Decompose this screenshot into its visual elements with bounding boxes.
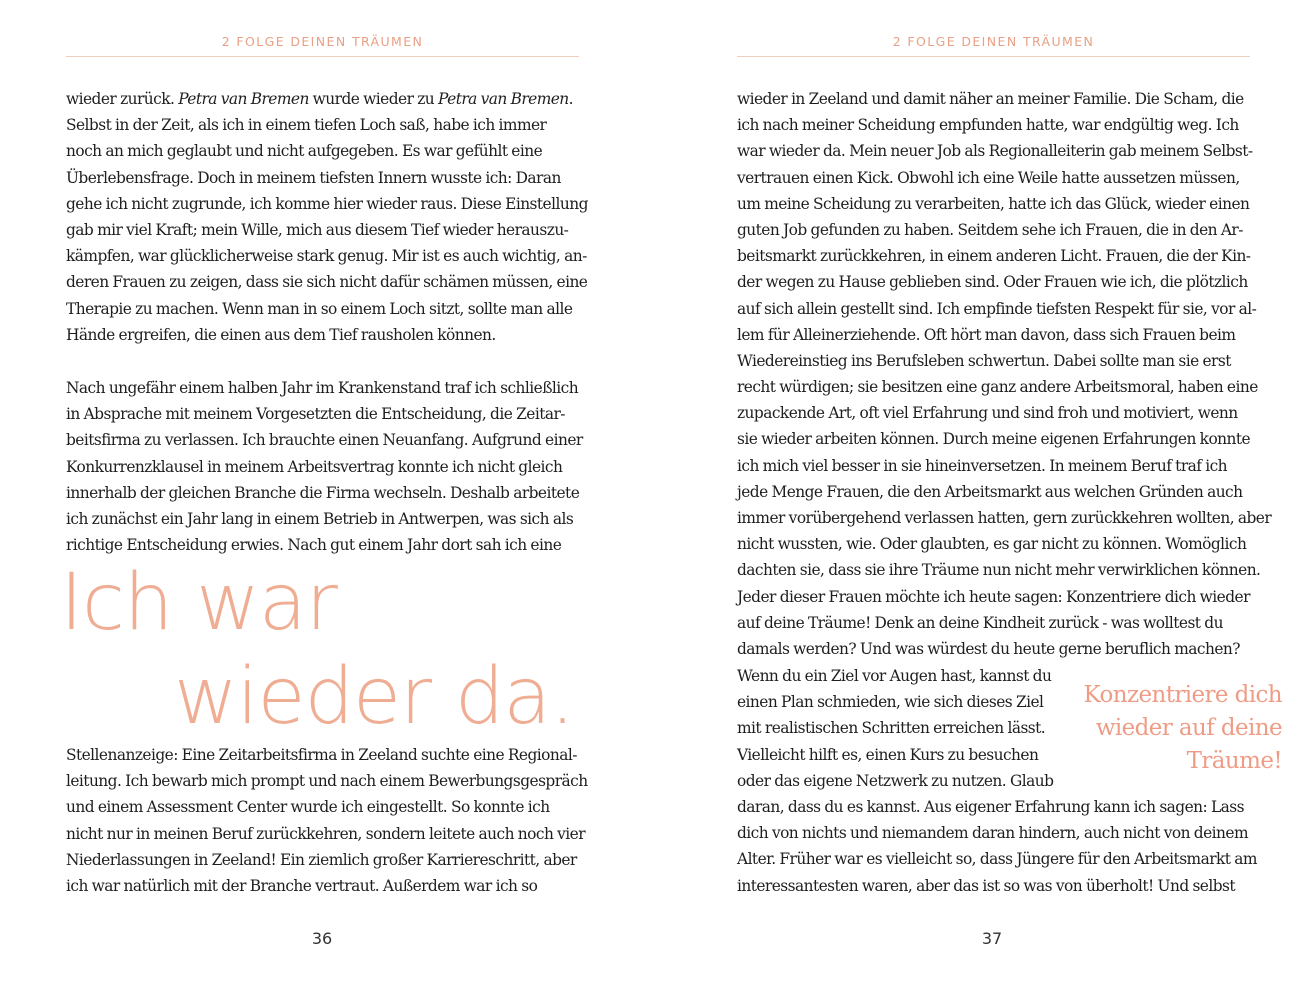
text-line: auf sich allein gestellt sind. Ich empfinde tiefsten Respekt für sie, vor al-	[737, 299, 1257, 318]
text-line: um meine Scheidung zu verarbeiten, hatte ich das Glück, wieder einen	[737, 194, 1250, 213]
pull-quote-line-2: wieder da.	[174, 652, 574, 742]
text-line	[66, 86, 588, 112]
text-line: auf deine Träume! Denk an deine Kindheit zurück - was wolltest du	[737, 613, 1223, 632]
text-line: zupackende Art, oft viel Erfahrung und sind froh und motiviert, wenn	[737, 404, 1238, 423]
italic-name: Petra van Bremen	[438, 90, 569, 108]
text-line: kämpfen, war glücklicherweise stark genug. Mir ist es auch wichtig, an-	[66, 247, 587, 266]
text-line: immer vorübergehend verlassen hatten, gern zurückkehren wollten, aber	[737, 509, 1272, 527]
text-line: leitung. Ich bewarb mich prompt und nach einem Bewerbungsgespräch	[66, 772, 588, 791]
text-line: wieder in Zeeland und damit näher an meiner Familie. Die Scham, die	[737, 90, 1244, 108]
text-line: daran, dass du es kannst. Aus eigener Erfahrung kann ich sagen: Lass	[737, 798, 1244, 816]
text-line: nicht wussten, wie. Oder glaubten, es gar nicht zu können. Womöglich	[737, 535, 1247, 554]
text-line: Überlebensfrage. Doch in meinem tiefsten Innern wusste ich: Daran	[66, 168, 561, 187]
running-head-left: 2 FOLGE DEINEN TRÄUMEN	[221, 34, 424, 49]
text-line: Jeder dieser Frauen möchte ich heute sagen: Konzentriere dich wieder	[737, 587, 1250, 606]
text-line: Niederlassungen in Zeeland! Ein ziemlich großer Karriereschritt, aber	[66, 850, 577, 869]
pull-quote-line-1: Ich war	[60, 558, 337, 648]
text-line: richtige Entscheidung erwies. Nach gut einem Jahr dort sah ich eine	[66, 536, 562, 555]
text-segment: .	[568, 90, 574, 108]
text-line: beitsmarkt zurückkehren, in einem anderen Licht. Frauen, die der Kin-	[737, 247, 1251, 266]
pull-quote-line: Träume!	[1186, 748, 1282, 774]
text-line: Alter. Früher war es vielleicht so, dass Jüngere für den Arbeitsmarkt am	[737, 850, 1257, 869]
text-line: interessantesten waren, aber das ist so was von überholt! Und selbst	[737, 876, 1236, 895]
text-line: und einem Assessment Center wurde ich eingestellt. So konnte ich	[66, 798, 550, 817]
right-paragraph-end	[737, 794, 1257, 899]
text-line: deren Frauen zu zeigen, dass sie sich nicht dafür schämen müssen, eine	[66, 273, 588, 292]
right-page	[658, 0, 1316, 1000]
header-rule-right	[737, 56, 1250, 57]
text-line: ich nach meiner Scheidung empfunden hatte, war endgültig weg. Ich	[737, 116, 1239, 135]
text-line: Nach ungefähr einem halben Jahr im Krankenstand traf ich schließlich	[66, 379, 579, 397]
page-number-right: 37	[981, 929, 1003, 948]
left-paragraph-2	[66, 375, 583, 558]
text-line: beitsfirma zu verlassen. Ich brauchte einen Neuanfang. Aufgrund einer	[66, 431, 583, 450]
text-line: dich von nichts und niemandem daran hindern, auch nicht von deinem	[737, 824, 1248, 843]
text-line: nicht nur in meinen Beruf zurückkehren, sondern leitete auch noch vier	[66, 824, 586, 843]
text-line: damals werden? Und was würdest du heute gerne beruflich machen?	[737, 639, 1240, 658]
right-paragraph-narrow	[737, 663, 1053, 794]
left-paragraph-1	[66, 86, 588, 348]
pull-quote-line: wieder auf deine	[1095, 715, 1282, 741]
italic-name: Petra van Bremen	[178, 90, 309, 108]
text-line: vertrauen einen Kick. Obwohl ich eine Weile hatte aussetzen müssen,	[737, 168, 1240, 187]
left-paragraph-3	[66, 742, 588, 899]
text-line: in Absprache mit meinem Vorgesetzten die Entscheidung, die Zeitar-	[66, 405, 565, 424]
text-line: ich war natürlich mit der Branche vertraut. Außerdem war ich so	[66, 876, 538, 895]
text-line: mit realistischen Schritten erreichen lässt.	[737, 719, 1046, 738]
text-line: ich mich viel besser in sie hineinversetzen. In meinem Beruf traf ich	[737, 456, 1228, 475]
text-line: Wenn du ein Ziel vor Augen hast, kannst du	[737, 667, 1052, 685]
text-line: ich zunächst ein Jahr lang in einem Betrieb in Antwerpen, was sich als	[66, 509, 574, 528]
text-line: war wieder da. Mein neuer Job als Regionalleiterin gab meinem Selbst-	[737, 142, 1253, 161]
header-rule-left	[66, 56, 579, 57]
text-line: oder das eigene Netzwerk zu nutzen. Glaub	[737, 771, 1054, 790]
text-line: sie wieder arbeiten können. Durch meine eigenen Erfahrungen konnte	[737, 430, 1251, 449]
text-line: Konkurrenzklausel in meinem Arbeitsvertrag konnte ich nicht gleich	[66, 457, 563, 476]
text-line: Vielleicht hilft es, einen Kurs zu besuchen	[737, 745, 1039, 764]
text-line: Hände ergreifen, die einen aus dem Tief rausholen können.	[66, 325, 496, 344]
text-line: lem für Alleinerziehende. Oft hört man davon, dass sich Frauen beim	[737, 325, 1236, 344]
text-line: Therapie zu machen. Wenn man in so einem Loch sitzt, sollte man alle	[66, 299, 573, 318]
text-line: der wegen zu Hause geblieben sind. Oder Frauen wie ich, die plötzlich	[737, 273, 1248, 292]
text-line: noch an mich geglaubt und nicht aufgegeben. Es war gefühlt eine	[66, 142, 543, 161]
text-line: jede Menge Frauen, die den Arbeitsmarkt aus welchen Gründen auch	[737, 482, 1243, 501]
running-head-right: 2 FOLGE DEINEN TRÄUMEN	[892, 34, 1095, 49]
text-line: recht würdigen; sie besitzen eine ganz andere Arbeitsmoral, haben eine	[737, 378, 1258, 397]
right-paragraph-main	[737, 86, 1271, 662]
text-line: dachten sie, dass sie ihre Träume nun nicht mehr verwirklichen können.	[737, 561, 1261, 580]
text-line: Wiedereinstieg ins Berufsleben schwertun. Dabei sollte man sie erst	[737, 351, 1231, 370]
text-line: einen Plan schmieden, wie sich dieses Ziel	[737, 693, 1044, 712]
text-segment: wurde wieder zu	[308, 90, 439, 108]
text-line: gehe ich nicht zugrunde, ich komme hier wieder raus. Diese Einstellung	[66, 194, 588, 213]
pull-quote-right	[1084, 679, 1282, 778]
pull-quote-line: Konzentriere dich	[1083, 682, 1282, 708]
text-line: Stellenanzeige: Eine Zeitarbeitsfirma in Zeeland suchte eine Regional-	[66, 746, 577, 764]
text-line: gab mir viel Kraft; mein Wille, mich aus diesem Tief wieder herauszu-	[66, 220, 569, 239]
text-segment: wieder zurück.	[66, 90, 179, 108]
text-line: Selbst in der Zeit, als ich in einem tiefen Loch saß, habe ich immer	[66, 116, 547, 135]
text-line: guten Job gefunden zu haben. Seitdem sehe ich Frauen, die in den Ar-	[737, 220, 1243, 239]
text-line: innerhalb der gleichen Branche die Firma wechseln. Deshalb arbeitete	[66, 483, 580, 502]
page-number-left: 36	[311, 929, 333, 948]
